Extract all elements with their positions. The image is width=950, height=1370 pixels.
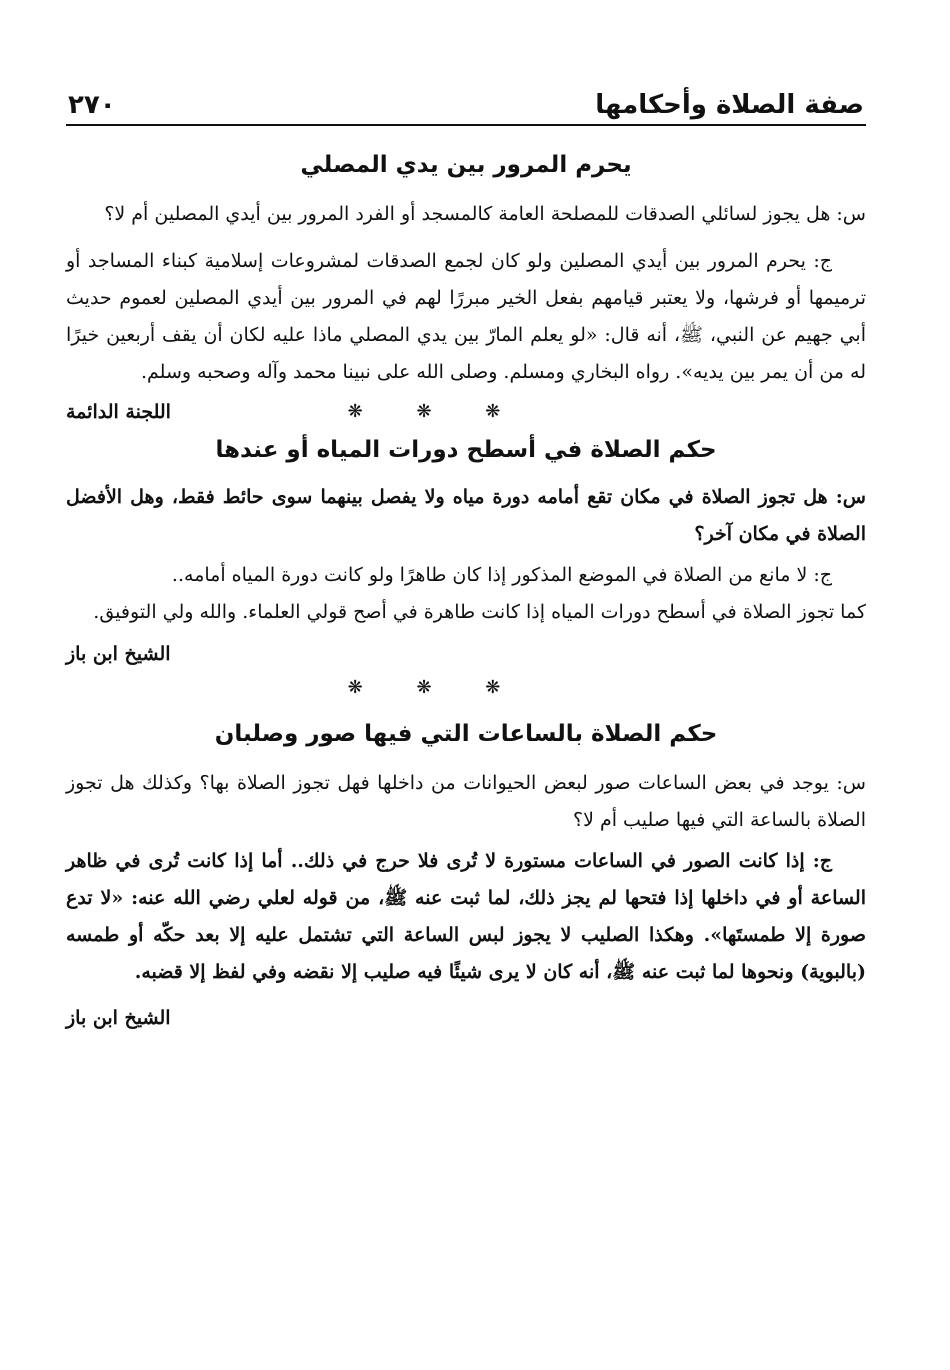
- fatwa-signature: اللجنة الدائمة: [66, 401, 171, 423]
- section-heading: حكم الصلاة بالساعات التي فيها صور وصلبان: [214, 721, 718, 747]
- page-number: ٢٧٠: [68, 90, 116, 120]
- signature-row: [66, 637, 866, 671]
- answer-text: ج: لا مانع من الصلاة في الموضع المذكور إذا كان طاهرًا ولو كانت دورة المياه أمامه..: [171, 564, 832, 586]
- running-header: [66, 82, 866, 126]
- question-text: س: هل يجوز لسائلي الصدقات للمصلحة العامة كالمسجد أو الفرد المرور بين أيدي المصلين أم لا؟: [104, 203, 866, 225]
- signature-row: [66, 1001, 866, 1035]
- fatwa-signature: الشيخ ابن باز: [66, 1007, 171, 1029]
- question-text: س: يوجد في بعض الساعات صور لبعض الحيوانات من داخلها فهل تجوز الصلاة بها؟ وكذلك هل تجوز الصلاة بالساعة التي فيها صليب أم لا؟: [66, 772, 866, 831]
- book-title: صفة الصلاة وأحكامها: [595, 90, 864, 120]
- document-page: [66, 82, 866, 1035]
- section-heading: يحرم المرور بين يدي المصلي: [300, 152, 632, 178]
- section-separator: ❋ ❋ ❋: [347, 677, 525, 698]
- section-separator: ❋ ❋ ❋: [347, 401, 525, 422]
- section-heading: حكم الصلاة في أسطح دورات المياه أو عندها: [215, 437, 717, 463]
- fatwa-signature: الشيخ ابن باز: [66, 643, 171, 665]
- answer-text-continued: كما تجوز الصلاة في أسطح دورات المياه إذا كانت طاهرة في أصح قولي العلماء. والله ولي التوفيق.: [93, 601, 866, 623]
- answer-text: ج: إذا كانت الصور في الساعات مستورة لا تُرى فلا حرج في ذلك.. أما إذا كانت تُرى في ظاهر الساعة أو في داخلها إذا فتحها لم يجز ذلك، لما ثبت عنه ﷺ، من قوله لعلي رضي الله عنه: «لا تدع صورة إلا طمستَها». وهكذا الصليب لا يجوز لبس الساعة التي تشتمل عليه إلا بعد حكّه أو طمسه (بالبوية) ونحوها لما ثبت عنه ﷺ، أنه كان لا يرى شيئًا فيه صليب إلا نقضه وفي لفظ إلا قضبه.: [66, 850, 866, 983]
- separator-row: [66, 671, 866, 705]
- answer-text: ج: يحرم المرور بين أيدي المصلين ولو كان لجمع الصدقات لمشروعات إسلامية كبناء المساجد أو ترميمها أو فرشها، ولا يعتبر قيامهم بفعل الخير مبررًا لهم في المرور بين أيدي المصلين لعموم حديث أبي جهيم عن النبي، ﷺ، أنه قال: «لو يعلم المارّ بين يدي المصلي ماذا عليه لكان أن يقف أربعين خيرًا له من أن يمر بين يديه». رواه البخاري ومسلم. وصلى الله على نبينا محمد وآله وصحبه وسلم.: [66, 250, 866, 383]
- question-text: س: هل تجوز الصلاة في مكان تقع أمامه دورة مياه ولا يفصل بينهما سوى حائط فقط، وهل الأفضل الصلاة في مكان آخر؟: [66, 486, 866, 545]
- signature-row: [66, 395, 866, 429]
